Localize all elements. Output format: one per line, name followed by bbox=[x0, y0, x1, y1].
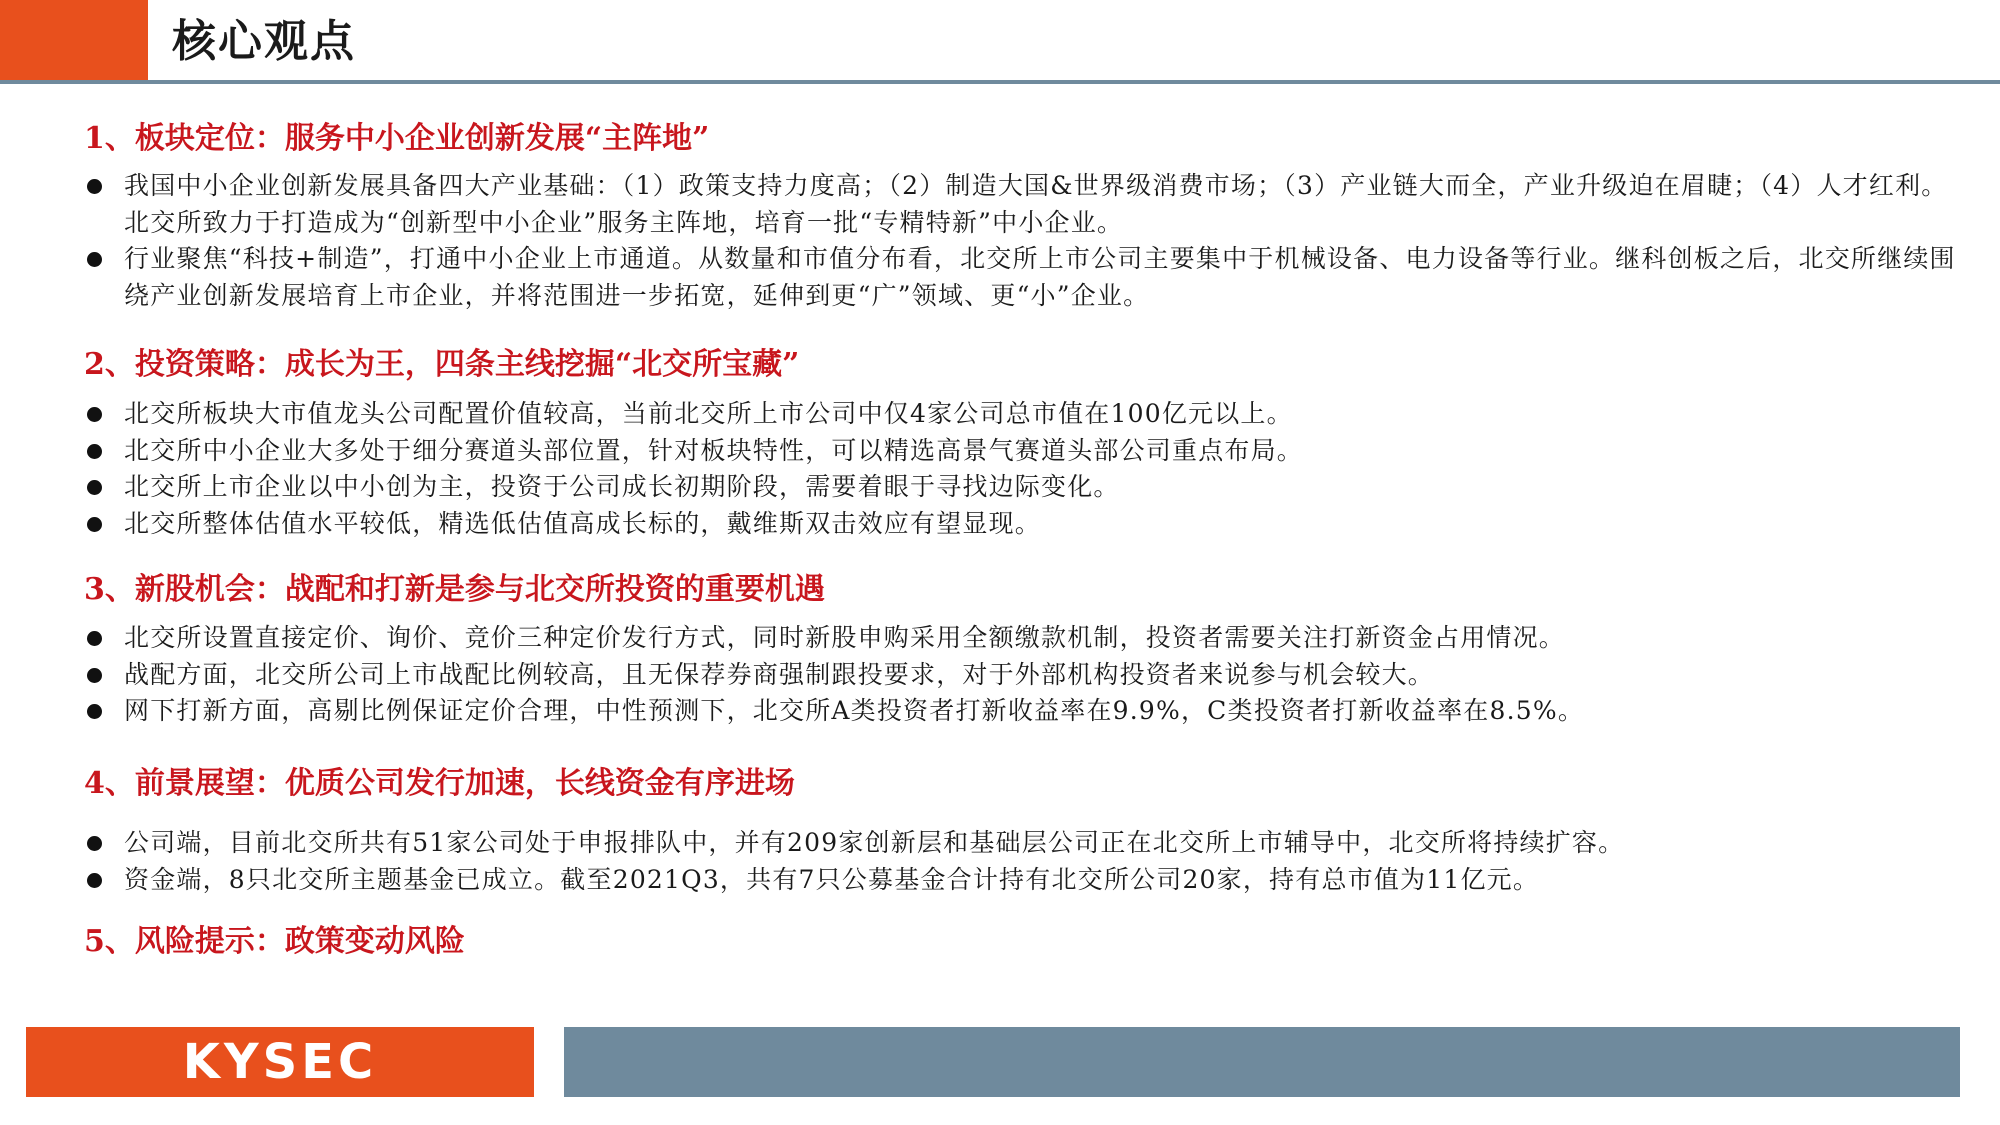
kysec-logo bbox=[26, 1027, 534, 1097]
section-title-positioning: 1、板块定位：服务中小企业创新发展“主阵地” bbox=[84, 121, 710, 156]
bullet-icon bbox=[87, 407, 102, 422]
bullet-list-positioning bbox=[84, 168, 1964, 314]
bullet-icon bbox=[87, 873, 102, 888]
list-item: 网下打新方面，高剔比例保证定价合理，中性预测下，北交所A类投资者打新收益率在9.9%，C类投资者打新收益率在8.5%。 bbox=[84, 693, 1964, 730]
bullet-icon bbox=[87, 444, 102, 459]
bullet-icon bbox=[87, 179, 102, 194]
list-item: 行业聚焦“科技+制造”，打通中小企业上市通道。从数量和市值分布看，北交所上市公司主要集中于机械设备、电力设备等行业。继科创板之后，北交所继续围绕产业创新发展培育上市企业，并将范围进一步拓宽，延伸到更“广”领域、更“小”企业。 bbox=[84, 241, 1964, 314]
list-item: 公司端，目前北交所共有51家公司处于申报排队中，并有209家创新层和基础层公司正在北交所上市辅导中，北交所将持续扩容。 bbox=[84, 825, 1964, 862]
bullet-icon bbox=[87, 480, 102, 495]
bullet-list-strategy bbox=[84, 396, 1964, 542]
logo-text: KYSEC bbox=[182, 1034, 378, 1090]
section-title-outlook: 4、前景展望：优质公司发行加速，长线资金有序进场 bbox=[84, 766, 795, 801]
bullet-icon bbox=[87, 704, 102, 719]
list-item: 我国中小企业创新发展具备四大产业基础：（1）政策支持力度高；（2）制造大国&世界级消费市场；（3）产业链大而全，产业升级迫在眉睫；（4）人才红利。北交所致力于打造成为“创新型中小企业”服务主阵地，培育一批“专精特新”中小企业。 bbox=[84, 168, 1964, 241]
section-title-strategy: 2、投资策略：成长为王，四条主线挖掘“北交所宝藏” bbox=[84, 347, 800, 382]
bullet-icon bbox=[87, 252, 102, 267]
section-title-risk: 5、风险提示：政策变动风险 bbox=[84, 924, 465, 959]
header-accent-block bbox=[0, 0, 148, 82]
list-item: 北交所整体估值水平较低，精选低估值高成长标的，戴维斯双击效应有望显现。 bbox=[84, 506, 1964, 543]
bullet-list-outlook bbox=[84, 825, 1964, 898]
list-item: 北交所上市企业以中小创为主，投资于公司成长初期阶段，需要着眼于寻找边际变化。 bbox=[84, 469, 1964, 506]
list-item: 战配方面，北交所公司上市战配比例较高，且无保荐券商强制跟投要求，对于外部机构投资者来说参与机会较大。 bbox=[84, 657, 1964, 694]
bullet-icon bbox=[87, 631, 102, 646]
list-item: 北交所板块大市值龙头公司配置价值较高，当前北交所上市公司中仅4家公司总市值在100亿元以上。 bbox=[84, 396, 1964, 433]
list-item: 北交所中小企业大多处于细分赛道头部位置，针对板块特性，可以精选高景气赛道头部公司重点布局。 bbox=[84, 433, 1964, 470]
section-title-ipo: 3、新股机会：战配和打新是参与北交所投资的重要机遇 bbox=[84, 572, 825, 607]
bullet-icon bbox=[87, 836, 102, 851]
header-divider bbox=[0, 80, 2000, 84]
bullet-list-ipo bbox=[84, 620, 1964, 730]
list-item: 北交所设置直接定价、询价、竞价三种定价发行方式，同时新股申购采用全额缴款机制，投资者需要关注打新资金占用情况。 bbox=[84, 620, 1964, 657]
page-title: 核心观点 bbox=[172, 16, 356, 67]
list-item: 资金端，8只北交所主题基金已成立。截至2021Q3，共有7只公募基金合计持有北交所公司20家，持有总市值为11亿元。 bbox=[84, 862, 1964, 899]
footer-bar bbox=[564, 1027, 1960, 1097]
bullet-icon bbox=[87, 668, 102, 683]
bullet-icon bbox=[87, 517, 102, 532]
